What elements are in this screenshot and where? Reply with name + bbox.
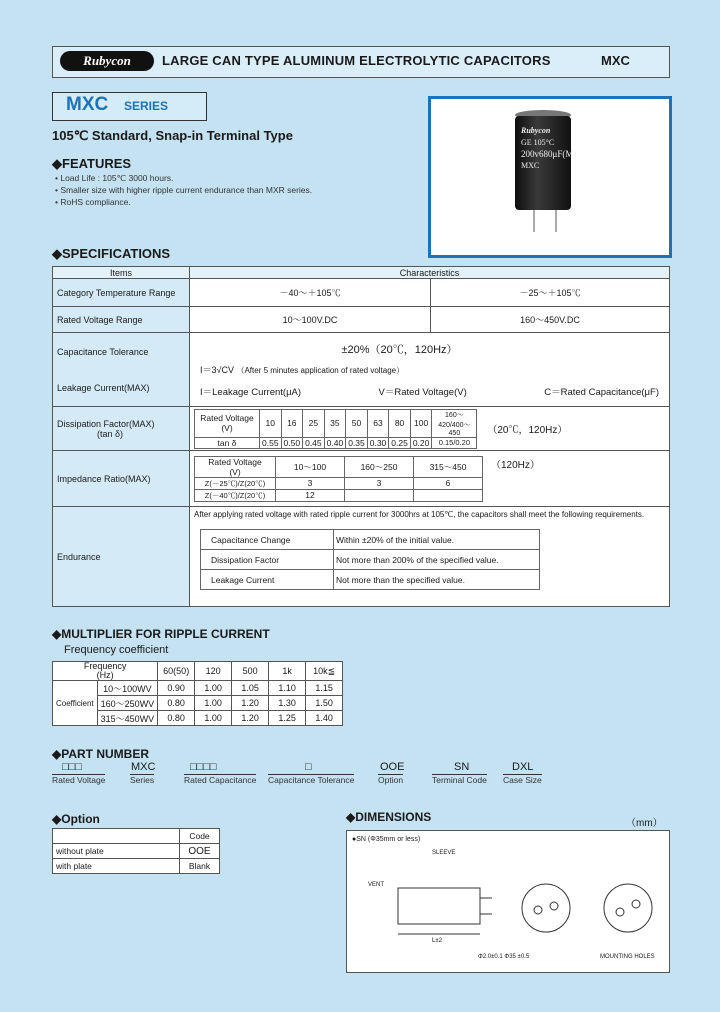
end-value: Not more than the specified value. [334,570,540,590]
capacitor-lead-left [533,210,535,232]
df-volt: 25 [303,409,325,437]
mult-freq: 500 [232,662,269,681]
col-characteristics: Characteristics [190,267,670,279]
df-values-cell [190,407,670,451]
endurance-cell [190,507,670,607]
df-volt: 16 [281,409,303,437]
option-col: Code [180,829,220,844]
imp-row2-label: Z(－40℃)/Z(20℃) [195,489,276,501]
mult-value: 0.90 [158,681,195,696]
df-volt: 160～420/400～450 [432,409,477,437]
subtitle: 105℃ Standard, Snap-in Terminal Type [52,128,293,143]
imp-row1-label: Z(－25℃)/Z(20℃) [195,477,276,489]
pn-code: □ [305,761,312,773]
end-value: Within ±20% of the initial value. [334,530,540,550]
dimensions-drawing [346,830,668,971]
mult-value: 1.05 [232,681,269,696]
imp-volt: 10～100 [276,456,345,477]
mult-value: 1.00 [195,696,232,711]
imp-value: 3 [345,477,414,489]
specifications-table [52,266,670,607]
temp-low: －40～＋105℃ [190,279,431,307]
imp-value: 12 [276,489,345,501]
leakage-note: （After 5 minutes application of rated voltage） [236,366,405,375]
dim-terminal [534,906,542,914]
dim-lead-note: Φ2.0±0.1 Φ35 ±0.5 [478,954,530,960]
end-value: Not more than 200% of the specified value. [334,550,540,570]
capacitance-tolerance-label: Capacitance Tolerance [57,346,149,357]
df-row-label: tan δ [195,437,260,448]
capacitor-brand: Rubycon [521,126,551,135]
df-value: 0.40 [324,437,346,448]
leakage-v: V＝Rated Voltage(V) [378,387,467,398]
df-value: 0.45 [303,437,325,448]
df-volt: 63 [367,409,389,437]
end-item: Capacitance Change [201,530,334,550]
imp-note: （120Hz） [491,459,540,471]
imp-value [414,489,483,501]
pn-code: OOE [380,761,405,773]
pn-label: Capacitance Tolerance [268,775,355,785]
leakage-c: C＝Rated Capacitance(μF) [544,387,659,398]
option-name: without plate [53,844,180,859]
multiplier-sub: Frequency coefficient [64,644,169,656]
feature-item: • RoHS compliance. [55,197,131,207]
series-word: SERIES [124,99,169,113]
dim-sleeve-label: SLEEVE [432,850,456,856]
dim-hole [616,908,624,916]
imp-volt: 160～250 [345,456,414,477]
df-value: 0.25 [389,437,411,448]
mult-value: 1.25 [269,711,306,726]
leakage-formula: I＝3√CV [200,365,234,375]
mult-value: 1.15 [306,681,343,696]
dim-length-label: L±2 [432,938,442,944]
impedance-table [194,456,483,502]
mult-value: 1.50 [306,696,343,711]
mult-value: 1.30 [269,696,306,711]
endurance-text: After applying rated voltage with rated ripple current for 3000hrs at 105℃, the capacitors shall meet the following requirements. [194,510,645,519]
pn-code: DXL [512,761,534,773]
mult-value: 1.20 [232,696,269,711]
mult-value: 1.10 [269,681,306,696]
dimensions-unit: （mm） [626,818,663,829]
df-value: 0.50 [281,437,303,448]
df-value: 0.30 [367,437,389,448]
pn-code: SN [454,761,470,773]
mult-corner-unit: (Hz) [96,670,114,680]
df-note: （20℃，120Hz） [487,425,568,436]
pn-label: Option [378,775,404,785]
df-value: 0.15/0.20 [432,437,477,448]
temp-high: －25～＋105℃ [431,279,670,307]
dim-terminal [550,902,558,910]
capacitor-lead-right [555,210,557,232]
dim-end-view [522,884,570,932]
feature-item: • Load Life : 105℃ 3000 hours. [55,173,174,183]
mult-range: 315～450WV [97,711,158,726]
pn-label: Rated Capacitance [184,775,257,785]
mult-value: 0.80 [158,696,195,711]
pn-label: Terminal Code [432,775,487,785]
imp-volt: 315～450 [414,456,483,477]
endurance-label: Endurance [53,507,190,607]
impedance-values-cell [190,451,670,507]
df-volt: 50 [346,409,368,437]
option-name: with plate [53,859,180,874]
cap-leak-values [190,333,670,407]
header-title: LARGE CAN TYPE ALUMINUM ELECTROLYTIC CAPACITORS [162,53,551,68]
option-code: Blank [180,859,220,874]
mult-value: 1.20 [232,711,269,726]
option-table [52,828,220,874]
df-value: 0.20 [410,437,432,448]
imp-value [345,489,414,501]
capacitor-series: MXC [521,161,540,170]
imp-value: 6 [414,477,483,489]
mult-range: 10～100WV [97,681,158,696]
mult-freq: 1k [269,662,306,681]
dim-vent-label: VENT [368,882,385,888]
leakage-i: I＝Leakage Current(μA) [200,387,302,398]
df-volt: 10 [260,409,282,437]
imp-value: 3 [276,477,345,489]
temp-label: Category Temperature Range [53,279,190,307]
mult-freq: 120 [195,662,232,681]
end-item: Leakage Current [201,570,334,590]
df-table [194,409,477,449]
voltage-high: 160～450V.DC [431,307,670,333]
voltage-label: Rated Voltage Range [53,307,190,333]
mult-value: 0.80 [158,711,195,726]
header-code: MXC [601,53,630,68]
df-volt: 80 [389,409,411,437]
option-code: OOE [180,844,220,859]
impedance-label: Impedance Ratio(MAX) [53,451,190,507]
df-label: Dissipation Factor(MAX) [57,418,155,429]
features-heading: ◆FEATURES [52,156,132,171]
imp-unit: (V) [229,466,241,477]
df-volt: 35 [324,409,346,437]
imp-head: Rated Voltage [208,456,262,467]
df-value: 0.55 [260,437,282,448]
mult-corner-top: Frequency [83,661,127,671]
dimensions-note: ●SN (Φ35mm or less) [352,836,421,843]
dimensions-heading: ◆DIMENSIONS [346,810,432,824]
endurance-table [200,529,540,590]
capacitor-temp: GE 105°C [521,138,555,147]
feature-item: • Smaller size with higher ripple current endurance than MXR series. [55,185,313,195]
option-heading: ◆Option [52,812,100,826]
leakage-label: Leakage Current(MAX) [57,382,150,393]
mult-value: 1.00 [195,681,232,696]
mult-value: 1.40 [306,711,343,726]
dim-hole [632,900,640,908]
part-number-heading: ◆PART NUMBER [52,747,150,761]
voltage-low: 10～100V.DC [190,307,431,333]
multiplier-table [52,661,343,726]
mult-value: 1.00 [195,711,232,726]
capacitor-rating: 200v680μF(M) [521,149,577,159]
capacitance-tolerance-value: ±20%（20℃，120Hz） [341,344,458,356]
brand-logo: Rubycon [60,51,154,71]
pn-label: Series [130,775,155,785]
df-head: Rated Voltage (V) [195,409,260,437]
df-sub: (tan δ) [97,428,124,439]
specifications-heading: ◆SPECIFICATIONS [52,246,171,261]
pn-label: Rated Voltage [52,775,106,785]
mult-range: 160～250WV [97,696,158,711]
df-value: 0.35 [346,437,368,448]
mult-freq: 60(50) [158,662,195,681]
pn-label: Case Size [503,775,542,785]
dim-mounting-label: MOUNTING HOLES [600,954,655,960]
pn-code: □□□ [62,761,82,773]
end-item: Dissipation Factor [201,550,334,570]
mult-freq: 10k≦ [306,662,343,681]
dim-side-view [398,888,480,924]
dim-hole-view [604,884,652,932]
mult-row-label: Coefficient [53,681,98,726]
df-label-cell [53,407,190,451]
df-volt: 100 [410,409,432,437]
multiplier-heading: ◆MULTIPLIER FOR RIPPLE CURRENT [52,627,270,641]
pn-code: □□□□ [190,761,217,773]
pn-code: MXC [131,761,156,773]
col-items: Items [53,267,190,279]
series-name: MXC [66,94,109,115]
